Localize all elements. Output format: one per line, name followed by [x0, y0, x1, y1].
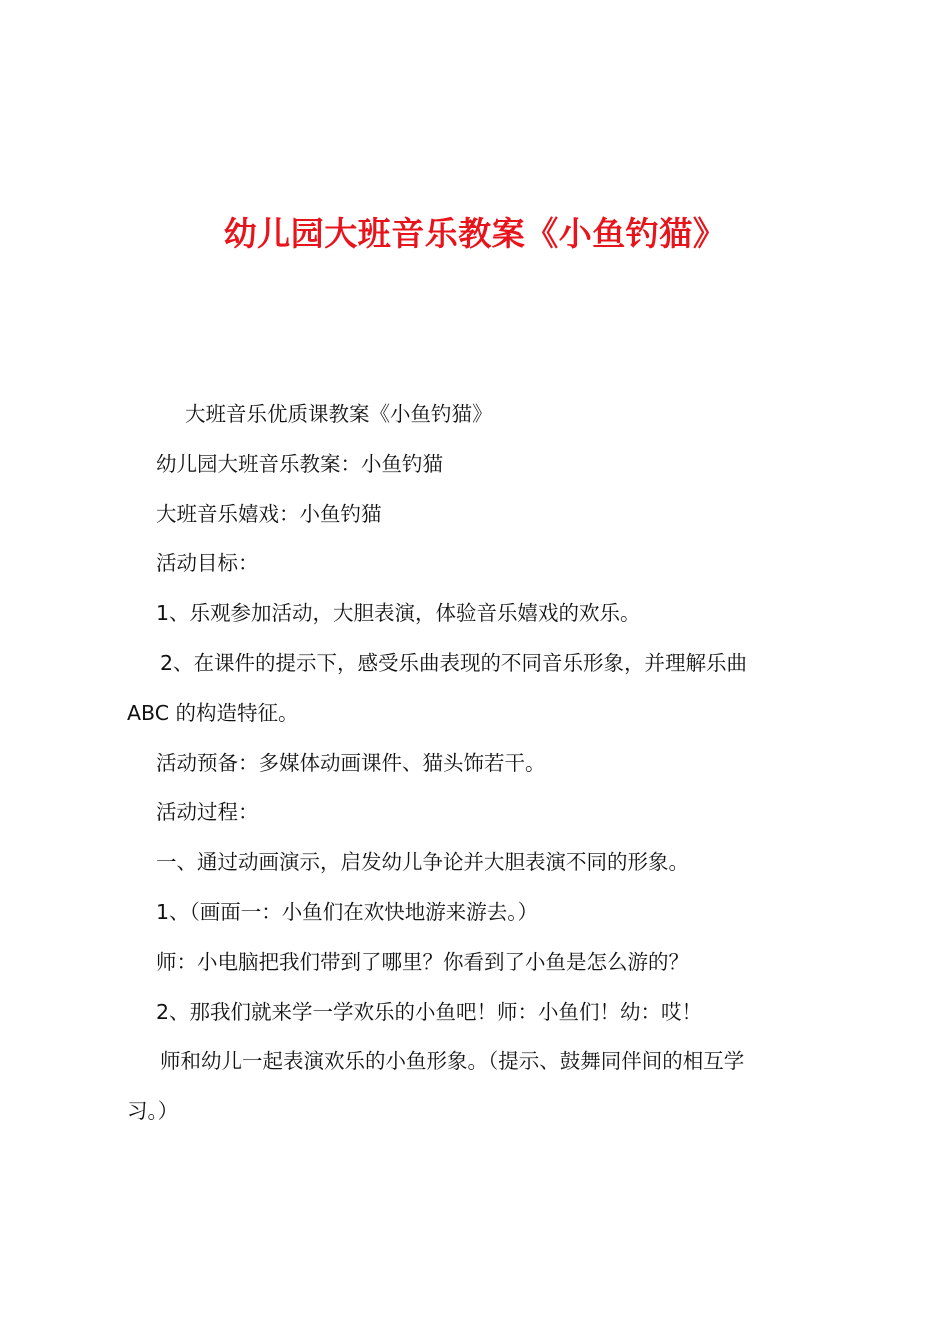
- paragraph-line: 一、通过动画演示，启发幼儿争论并大胆表演不同的形象。: [156, 850, 689, 875]
- paragraph-line: 2、那我们就来学一学欢乐的小鱼吧！师：小鱼们！幼：哎！: [156, 999, 703, 1024]
- paragraph-line: 大班音乐优质课教案《小鱼钓猫》: [185, 402, 493, 426]
- document-title: 幼儿园大班音乐教案《小鱼钓猫》: [223, 214, 727, 253]
- paragraph-line: 师和幼儿一起表演欢乐的小鱼形象。（提示、鼓舞同伴间的相互学: [160, 1049, 745, 1074]
- paragraph-line: 活动过程：: [156, 800, 259, 825]
- paragraph-line: 幼儿园大班音乐教案：小鱼钓猫: [156, 451, 443, 476]
- paragraph-line: 2、在课件的提示下，感受乐曲表现的不同音乐形象，并理解乐曲: [160, 650, 748, 675]
- paragraph-line: 1、（画面一：小鱼们在欢快地游来游去。）: [156, 899, 539, 924]
- paragraph-line: ABC 的构造特征。: [127, 700, 299, 725]
- paragraph-line: 习。）: [127, 1099, 179, 1124]
- paragraph-line: 活动目标：: [156, 551, 259, 576]
- paragraph-line: 师：小电脑把我们带到了哪里？你看到了小鱼是怎么游的？: [156, 949, 689, 974]
- paragraph-line: 1、乐观参加活动，大胆表演，体验音乐嬉戏的欢乐。: [156, 601, 641, 626]
- paragraph-line: 活动预备：多媒体动画课件、猫头饰若干。: [156, 750, 546, 775]
- paragraph-line: 大班音乐嬉戏：小鱼钓猫: [156, 501, 382, 526]
- document-body: [127, 390, 835, 1137]
